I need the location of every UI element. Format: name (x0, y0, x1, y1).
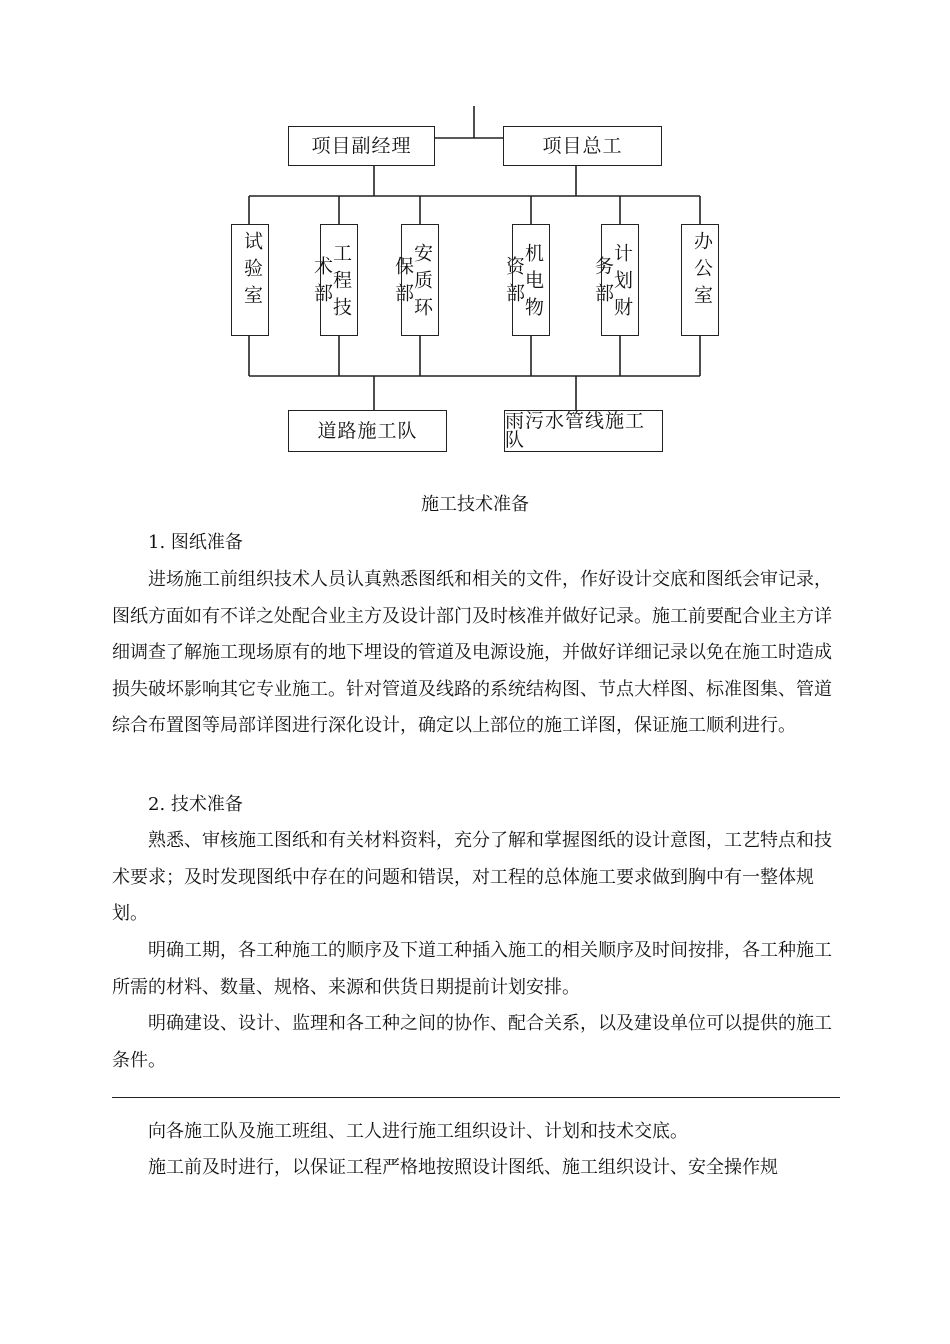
org-box-materials-dept (503, 224, 550, 336)
org-box-safety-dept (392, 224, 439, 336)
org-box-label: 计划财务部 (592, 242, 633, 324)
paragraph: 进场施工前组织技术人员认真熟悉图纸和相关的文件，作好设计交底和图纸会审记录，图纸方面如有不详之处配合业主方及设计部门及时核准并做好记录。施工前要配合业主方详细调查了解施工现场原有的地下埋设的管道及电源设施，并做好详细记录以免在施工时造成损失破坏影响其它专业施工。针对管道及线路的系统结构图、节点大样图、标准图集、管道综合布置图等局部详图进行深化设计，确定以上部位的施工详图，保证施工顺利进行。 (112, 569, 832, 736)
paragraph: 明确建设、设计、监理和各工种之间的协作、配合关系，以及建设单位可以提供的施工条件。 (112, 1013, 832, 1071)
org-box-label: 办公室 (691, 231, 713, 312)
org-box-label: 安质环保部 (392, 242, 433, 324)
paragraph: 向各施工队及施工班组、工人进行施工组织设计、计划和技术交底。 (148, 1121, 688, 1142)
org-box-deputy-manager (288, 126, 435, 166)
org-chart (0, 0, 950, 470)
org-box-label: 工程技术部 (311, 242, 352, 324)
org-chart-lines (0, 0, 950, 470)
org-box-label: 雨污水管线施工队 (505, 410, 646, 451)
section-heading-2: 2. 技术准备 (148, 794, 243, 815)
org-box-lab (231, 224, 269, 336)
org-box-road-team (288, 410, 447, 452)
paragraph: 施工前及时进行，以保证工程严格地按照设计图纸、施工组织设计、安全操作规 (148, 1157, 778, 1178)
org-box-finance-dept (592, 224, 639, 336)
section-heading-1: 1. 图纸准备 (148, 532, 243, 553)
org-box-label: 项目总工 (542, 134, 623, 157)
section-caption: 施工技术准备 (421, 494, 529, 515)
org-box-label: 试验室 (241, 231, 263, 312)
paragraph: 明确工期，各工种施工的顺序及下道工种插入施工的相关顺序及时间按排，各工种施工所需的材料、数量、规格、来源和供货日期提前计划安排。 (112, 940, 832, 998)
org-box-label: 道路施工队 (317, 419, 418, 442)
paragraph: 熟悉、审核施工图纸和有关材料资料，充分了解和掌握图纸的设计意图，工艺特点和技术要求；及时发现图纸中存在的问题和错误，对工程的总体施工要求做到胸中有一整体规划。 (112, 830, 832, 924)
org-box-label: 项目副经理 (311, 134, 412, 157)
page-divider (112, 1097, 840, 1098)
org-box-label: 机电物资部 (503, 242, 544, 324)
org-box-office (681, 224, 719, 336)
org-box-engineering-dept (311, 224, 358, 336)
org-box-chief-engineer (503, 126, 662, 166)
org-box-pipeline-team (504, 410, 663, 452)
